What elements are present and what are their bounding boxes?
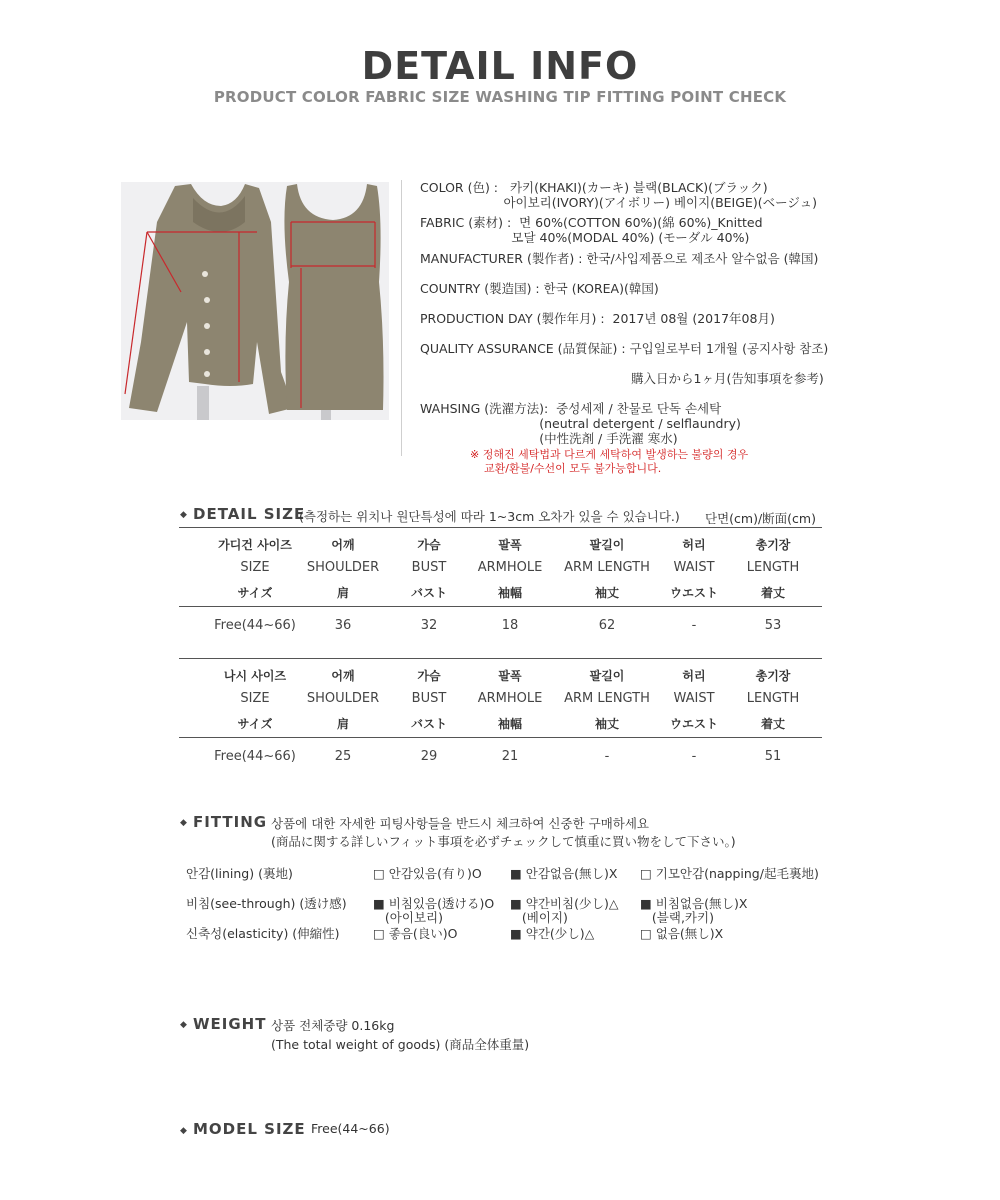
size-table-header-cell: 袖幅: [497, 586, 522, 600]
size-table-header-cell: 着丈: [760, 717, 785, 731]
size-table-value-cell: -: [691, 618, 697, 633]
size-table-header-cell: SIZE: [240, 560, 270, 575]
detail-size-unit: 단면(cm)/断面(cm): [705, 511, 816, 526]
model-size-text: Free(44~66): [311, 1121, 390, 1136]
size-table-header-cell: 袖丈: [594, 717, 619, 731]
size-table-header-cell: 허리: [682, 538, 706, 552]
size-table-value-cell: 53: [764, 618, 782, 633]
bullet-diamond-icon: ◆: [180, 1126, 187, 1136]
detail-size-note: (측정하는 위치나 원단특성에 따라 1~3cm 오차가 있을 수 있습니다.): [299, 509, 680, 524]
size-table-header-cell: LENGTH: [746, 691, 800, 706]
size-table-header-cell: SHOULDER: [306, 560, 380, 575]
size-table-header-cell: 着丈: [760, 586, 785, 600]
size-table-header-cell: 가슴: [417, 669, 441, 683]
page-subtitle: PRODUCT COLOR FABRIC SIZE WASHING TIP FITTING POINT CHECK: [213, 88, 787, 106]
size-table-header-cell: 팔길이: [589, 538, 625, 552]
size-table-header-cell: ウエスト: [669, 717, 718, 731]
size-table-header-cell: BUST: [411, 691, 447, 706]
size-table-value-cell: 29: [420, 749, 438, 764]
size-table-header-cell: 袖丈: [594, 586, 619, 600]
size-table-header-cell: BUST: [411, 560, 447, 575]
fitting-note: 상품에 대한 자세한 피팅사항들을 반드시 체크하여 신중한 구매하세요 (商品に関する詳しいフィット事項を必ずチェックして慎重に買い物をして下さい。): [271, 816, 736, 849]
size-table-header-cell: サイズ: [237, 586, 273, 600]
size-table-header-cell: ARMHOLE: [477, 560, 543, 575]
size-table-header-cell: WAIST: [673, 560, 715, 575]
info-production-day: PRODUCTION DAY (製作年月) : 2017년 08월 (2017年08月): [420, 311, 775, 326]
size-table-header-cell: 팔길이: [589, 669, 625, 683]
info-washing: WAHSING (洗濯方法): 중성세제 / 찬물로 단독 손세탁 (neutral detergent / selflaundry) (中性洗剤 / 手洗濯 寒水): [420, 401, 741, 446]
weight-text: 상품 전체중량 0.16kg (The total weight of goods) (商品全体重量): [271, 1018, 530, 1052]
fitting-option: ■ 비침없음(無し)X (블랙,카키): [640, 896, 748, 925]
info-quality-assurance: QUALITY ASSURANCE (品質保証) : 구입일로부터 1개월 (공지사항 참조): [420, 341, 829, 356]
fitting-row-label: 신축성(elasticity) (伸縮性): [186, 926, 340, 941]
size-table-value-cell: 32: [420, 618, 438, 633]
size-table-header-cell: 肩: [336, 586, 349, 600]
bullet-diamond-icon: ◆: [180, 818, 187, 828]
size-table-header-cell: ウエスト: [669, 586, 718, 600]
size-table-value-cell: 21: [501, 749, 519, 764]
size-table-value-cell: 25: [334, 749, 352, 764]
weight-heading: WEIGHT: [193, 1015, 267, 1033]
fitting-option: ■ 약간(少し)△: [510, 926, 595, 941]
table-divider: [179, 658, 822, 659]
size-table-value-cell: 51: [764, 749, 782, 764]
size-table-value-cell: -: [604, 749, 610, 764]
info-manufacturer: MANUFACTURER (製作者) : 한국/사입제품으로 제조사 알수없음 (韓国): [420, 251, 819, 266]
size-table-header-cell: WAIST: [673, 691, 715, 706]
info-country: COUNTRY (製造国) : 한국 (KOREA)(韓国): [420, 281, 659, 296]
fitting-option: □ 안감있음(有り)O: [373, 866, 482, 881]
product-photo: [121, 182, 389, 420]
fitting-option: ■ 비침있음(透ける)O (아이보리): [373, 896, 495, 925]
size-table-value-cell: 18: [501, 618, 519, 633]
size-table-header-cell: ARM LENGTH: [564, 560, 650, 575]
size-table-header-cell: バスト: [410, 717, 447, 731]
info-fabric: FABRIC (素材) : 면 60%(COTTON 60%)(綿 60%)_Knitted 모달 40%(MODAL 40%) (モーダル 40%): [420, 215, 763, 245]
size-table-header-cell: LENGTH: [746, 560, 800, 575]
size-table-header-cell: 肩: [336, 717, 349, 731]
table-divider: [179, 606, 822, 607]
size-table-header-cell: SHOULDER: [306, 691, 380, 706]
page-title: DETAIL INFO: [361, 44, 639, 88]
size-table-value-cell: Free(44~66): [214, 618, 296, 633]
bullet-diamond-icon: ◆: [180, 510, 187, 520]
info-color: COLOR (色) : 카키(KHAKI)(カーキ) 블랙(BLACK)(ブラック) 아이보리(IVORY)(アイボリー) 베이지(BEIGE)(ベージュ): [420, 180, 817, 210]
size-table-header-cell: 가슴: [417, 538, 441, 552]
size-table-value-cell: 36: [334, 618, 352, 633]
size-table-header-cell: SIZE: [240, 691, 270, 706]
fitting-option: □ 기모안감(napping/起毛裏地): [640, 866, 819, 881]
size-table-header-cell: 나시 사이즈: [223, 669, 287, 683]
product-illustration: [121, 182, 389, 420]
size-table-header-cell: ARM LENGTH: [564, 691, 650, 706]
fitting-option: ■ 약간비침(少し)△ (베이지): [510, 896, 619, 925]
size-table-header-cell: 어깨: [331, 538, 355, 552]
size-table-header-cell: サイズ: [237, 717, 273, 731]
info-divider: [401, 180, 402, 456]
fitting-row-label: 안감(lining) (裏地): [186, 866, 293, 881]
fitting-heading: FITTING: [193, 813, 268, 831]
fitting-option: □ 좋음(良い)O: [373, 926, 458, 941]
size-table-header-cell: 袖幅: [497, 717, 522, 731]
table-divider: [179, 527, 822, 528]
size-table-value-cell: Free(44~66): [214, 749, 296, 764]
size-table-value-cell: -: [691, 749, 697, 764]
size-table-header-cell: ARMHOLE: [477, 691, 543, 706]
size-table-header-cell: 팔폭: [498, 538, 522, 552]
size-table-header-cell: 팔폭: [498, 669, 522, 683]
model-size-heading: MODEL SIZE: [193, 1120, 306, 1138]
size-table-header-cell: バスト: [410, 586, 447, 600]
size-table-value-cell: 62: [598, 618, 616, 633]
info-quality-assurance-jp: 購入日から1ヶ月(告知事項を参考): [631, 371, 824, 386]
washing-warning: ※ 정해진 세탁법과 다르게 세탁하여 발생하는 불량의 경우 교환/환불/수선이 모두 불가능합니다.: [470, 448, 749, 475]
size-table-header-cell: 가디건 사이즈: [218, 538, 292, 552]
size-table-header-cell: 총기장: [755, 669, 791, 683]
fitting-row-label: 비침(see-through) (透け感): [186, 896, 347, 911]
detail-size-heading: DETAIL SIZE: [193, 505, 306, 523]
fitting-option: □ 없음(無し)X: [640, 926, 724, 941]
table-divider: [179, 737, 822, 738]
size-table-header-cell: 허리: [682, 669, 706, 683]
bullet-diamond-icon: ◆: [180, 1020, 187, 1030]
fitting-option: ■ 안감없음(無し)X: [510, 866, 618, 881]
size-table-header-cell: 어깨: [331, 669, 355, 683]
size-table-header-cell: 총기장: [755, 538, 791, 552]
